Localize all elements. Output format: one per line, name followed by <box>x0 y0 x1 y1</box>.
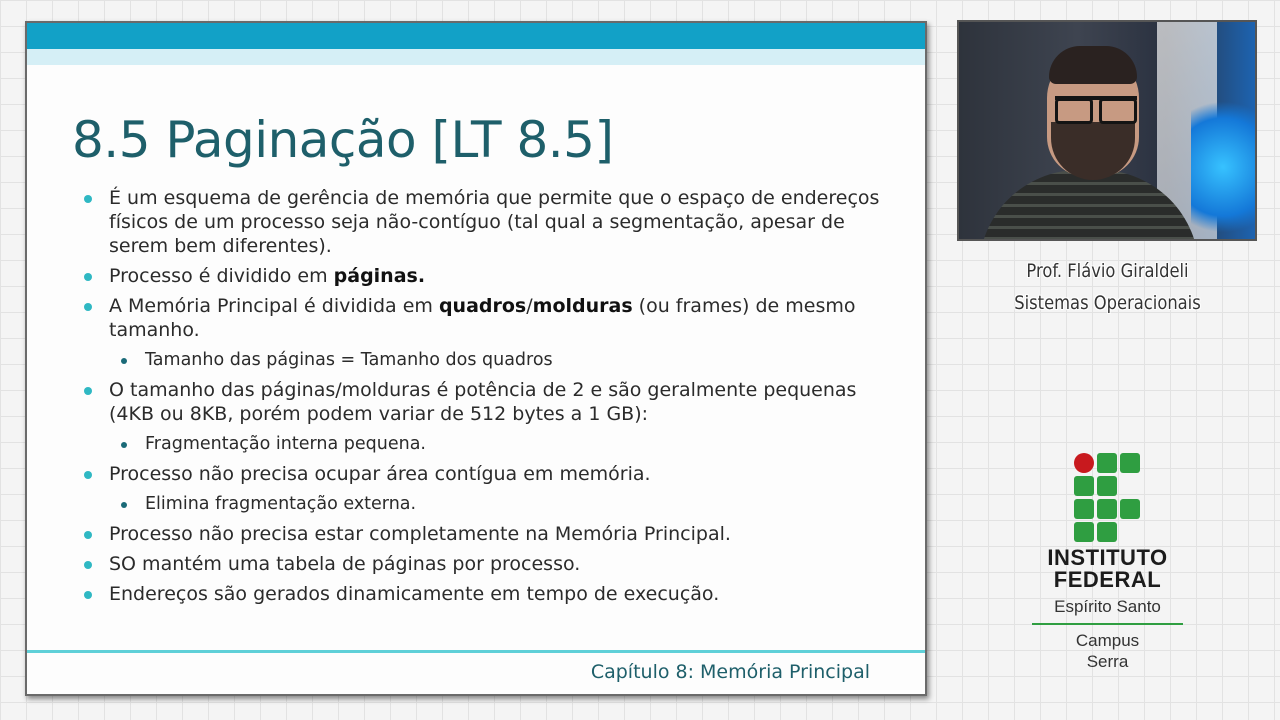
slide <box>25 21 927 696</box>
slide-footer: Capítulo 8: Memória Principal <box>590 661 870 683</box>
bullet-item <box>81 378 881 426</box>
logo-text-campus: Campus <box>1075 631 1140 650</box>
presenter-name: Prof. Flávio Giraldeli <box>1026 260 1189 282</box>
logo-text-city: Serra <box>1086 652 1129 671</box>
bullet-item <box>81 186 881 258</box>
bullet-item <box>81 552 881 576</box>
presenter-hair <box>1049 46 1137 84</box>
bullet-text: Fragmentação interna pequena. <box>145 434 426 454</box>
bold-text: quadros <box>438 295 527 317</box>
course-name: Sistemas Operacionais <box>1014 292 1201 314</box>
bullet-text: Processo é dividido em <box>109 265 334 287</box>
webcam-video <box>957 20 1257 241</box>
logo-text-federal: FEDERAL <box>1053 567 1162 592</box>
blue-lamp-glow <box>1191 92 1255 241</box>
sub-bullet-item <box>81 348 881 372</box>
bullet-list <box>81 186 881 612</box>
logo-divider <box>1032 623 1183 625</box>
slide-header-band <box>27 49 925 65</box>
bullet-text: A Memória Principal é dividida em <box>109 295 439 317</box>
bullet-text: Endereços são gerados dinamicamente em tempo de execução. <box>109 583 720 605</box>
bullet-item <box>81 294 881 342</box>
bullet-text: Elimina fragmentação externa. <box>145 494 417 514</box>
bullet-item <box>81 264 881 288</box>
presenter-glasses <box>1055 96 1137 122</box>
footer-divider <box>27 650 925 653</box>
sub-bullet-item <box>81 492 881 516</box>
bullet-text: O tamanho das páginas/molduras é potência de 2 e são geralmente pequenas (4KB ou 8KB, porém podem variar de 512 bytes a 1 GB): <box>109 379 857 425</box>
bullet-text: SO mantém uma tabela de páginas por processo. <box>109 553 581 575</box>
bullet-item <box>81 462 881 486</box>
logo-text-instituto: INSTITUTO <box>1047 545 1168 570</box>
slide-header-bar <box>27 23 925 49</box>
bold-text: molduras <box>532 295 633 317</box>
sub-bullet-item <box>81 432 881 456</box>
bullet-text: / <box>526 295 533 317</box>
bullet-text: É um esquema de gerência de memória que permite que o espaço de endereços físicos de um processo seja não-contíguo (tal qual a segmentação, apesar de serem bem diferentes). <box>109 187 880 257</box>
bullet-text: (ou frames) de mesmo tamanho. <box>109 295 856 341</box>
bullet-text: Processo não precisa ocupar área contígua em memória. <box>109 463 651 485</box>
slide-title: 8.5 Paginação [LT 8.5] <box>72 111 614 169</box>
bullet-text: Processo não precisa estar completamente na Memória Principal. <box>109 523 731 545</box>
bullet-item <box>81 522 881 546</box>
bullet-item <box>81 582 881 606</box>
bullet-text: Tamanho das páginas = Tamanho dos quadros <box>145 350 553 370</box>
institution-logo <box>1030 450 1185 680</box>
bold-text: páginas. <box>333 265 426 287</box>
logo-text-state: Espírito Santo <box>1054 597 1161 616</box>
